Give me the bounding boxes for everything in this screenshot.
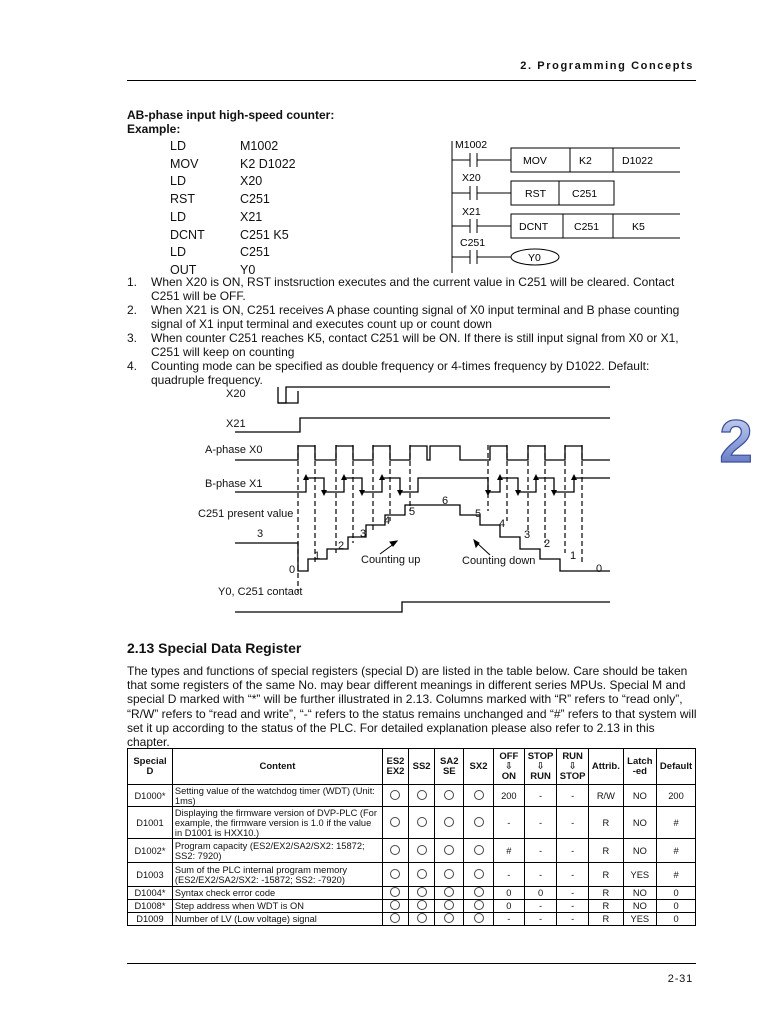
page-number: 2-31 [667,973,693,985]
signal-label: A-phase X0 [205,444,263,456]
ladder-diagram [440,133,680,275]
section-title: 2.13 Special Data Register [127,640,302,656]
note-item: 4. Counting mode can be specified as double frequency or 4-times frequency by D1022. Default: quadruple frequency. [127,359,650,387]
ladder-operand: K2 [579,155,592,167]
ladder-instr: MOV [523,155,547,167]
counting-down-label: Counting down [462,555,536,567]
coil-label: Y0 [528,252,541,264]
value-label: 2 [338,540,345,552]
table-row: D1001 Displaying the firmware version of DVP-PLC (For example, the firmware version is 1.0 if the value in D1001 is HXX10.) - - - R NO # [128,807,696,839]
code-line: RST C251 [170,192,270,207]
value-label: 4 [499,518,506,530]
signal-label: X21 [226,418,246,430]
table-row: D1008* Step address when WDT is ON 0 - - R NO 0 [128,900,696,913]
note-item: 1. When X20 is ON, RST instsruction executes and the current value in C251 will be cleared. Contact C251 will be OFF. [127,275,675,303]
value-label: 3 [524,529,531,541]
section-paragraph: The types and functions of special registers (special D) are listed in the table below. Care should be taken that some registers of the same No. may bear different meanings in different series MPUs. Special M and special D marked with “*” will be further illustrated in 2.13. Columns marked with “R” refers to “read only”, “R/W” refers to “read and write”, “-“ refers to the status remains unchanged and “#” refers to that system will set it up according to the status of the PLC. For detailed explanation please also refer to 2.13 in this chapter. [127,664,697,750]
value-label: 3 [360,528,367,540]
code-line: OUT Y0 [170,262,256,277]
ladder-operand: C251 [572,188,598,200]
example-heading: AB-phase input high-speed counter: [127,108,335,122]
code-line: LD X20 [170,174,263,189]
ladder-operand: D1022 [622,155,653,167]
contact-label: M1002 [455,139,488,151]
signal-label: X20 [226,388,246,400]
header-rule [127,80,696,81]
table-header-row: Special D Content ES2 EX2 SS2 SA2 SE SX2 OFF ⇩ ON STOP ⇩ RUN RUN ⇩ STOP Attrib. Latch -ed Default [128,749,696,785]
code-line: DCNT C251 K5 [170,227,289,242]
svg-text:2: 2 [719,410,753,470]
signal-label: Y0, C251 contact [218,586,303,598]
code-line: LD X21 [170,209,263,224]
note-item: 3. When counter C251 reaches K5, contact C251 will be ON. If there is still input signal from X0 or X1, C251 will keep on counting [127,331,679,359]
code-line: LD C251 [170,245,270,260]
signal-label: C251 present value [198,508,294,520]
value-label: 5 [475,508,482,520]
value-label: 4 [384,515,391,527]
footer-rule [127,963,696,964]
contact-label: X21 [462,206,481,218]
example-subheading: Example: [127,122,181,136]
table-row: D1009 Number of LV (Low voltage) signal - - - R YES 0 [128,913,696,926]
chapter-tab-icon [716,410,756,470]
timing-diagram [190,383,620,623]
table-row: D1004* Syntax check error code 0 0 - R NO 0 [128,887,696,900]
chapter-header: 2. Programming Concepts [520,60,694,72]
notes-list [127,275,697,387]
ladder-instr: DCNT [519,221,549,233]
value-label: 1 [314,550,321,562]
instruction-list [170,138,296,280]
table-row: D1000* Setting value of the watchdog timer (WDT) (Unit: 1ms) 200 - - R/W NO 200 [128,785,696,807]
value-label: 1 [570,550,577,562]
value-label: 5 [409,506,416,518]
ladder-instr: RST [525,188,546,200]
code-line: LD M1002 [170,139,279,153]
value-label: 3 [257,528,264,540]
counting-up-label: Counting up [361,554,421,566]
note-item: 2. When X21 is ON, C251 receives A phase counting signal of X0 input terminal and B phase counting signal of X1 input terminal and executes count up or count down [127,303,680,331]
contact-label: X20 [462,172,481,184]
code-line: MOV K2 D1022 [170,156,296,171]
value-label: 2 [544,538,551,550]
value-label: 0 [596,563,603,575]
value-label: 0 [289,564,296,576]
table-row: D1002* Program capacity (ES2/EX2/SA2/SX2: 15872; SS2: 7920) # - - R NO # [128,839,696,863]
value-label: 6 [442,495,449,507]
table-row: D1003 Sum of the PLC internal program memory (ES2/EX2/SA2/SX2: -15872; SS2: -7920) - - - R YES # [128,863,696,887]
contact-label: C251 [460,237,486,249]
ladder-operand: K5 [632,221,645,233]
signal-label: B-phase X1 [205,478,263,490]
special-d-table [127,748,696,926]
ladder-operand: C251 [574,221,600,233]
